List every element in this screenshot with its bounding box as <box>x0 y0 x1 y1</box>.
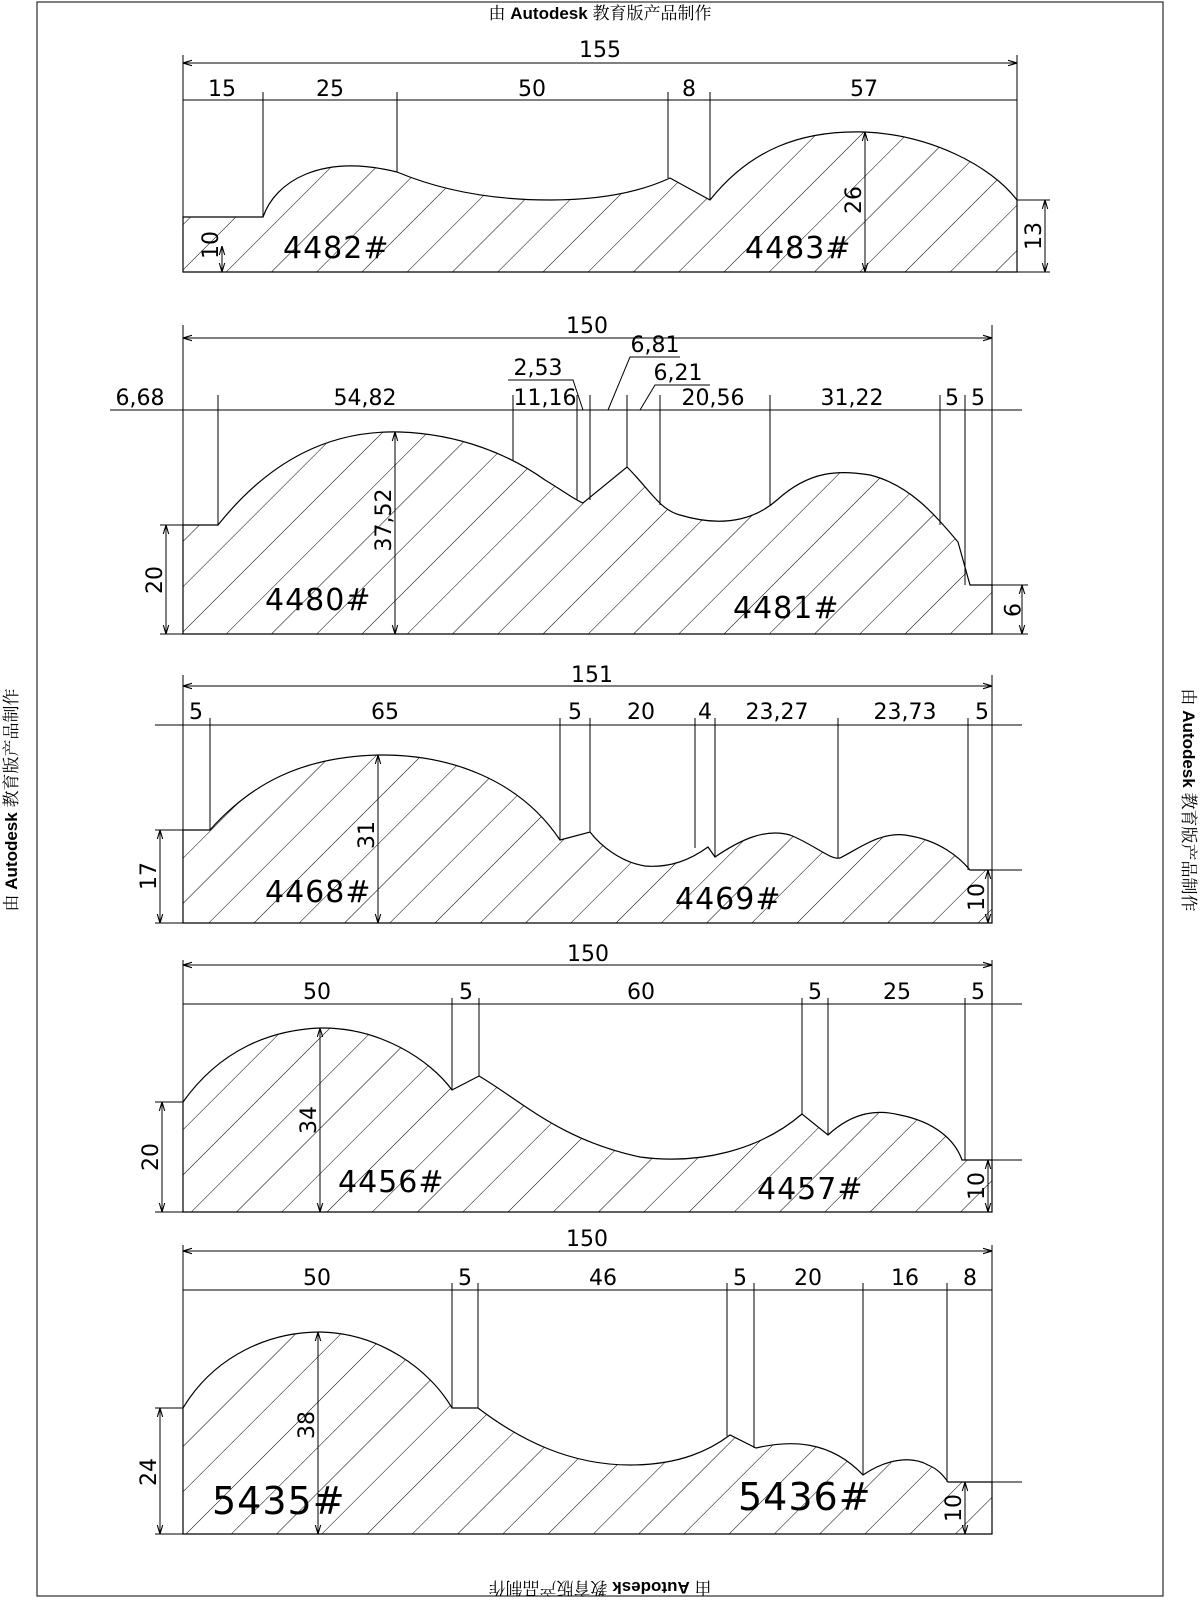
part-label: 4480# <box>265 583 372 618</box>
dim-total-label: 151 <box>571 663 613 688</box>
part-label: 4468# <box>265 875 372 910</box>
dim-peak-height: 38 <box>295 1411 320 1439</box>
dim-segment: 8 <box>682 77 696 102</box>
watermark-left: 由 Autodesk 教育版产品制作 <box>2 688 21 912</box>
dim-segment: 50 <box>303 1266 331 1291</box>
dim-left-height: 17 <box>137 862 162 890</box>
dim-segment: 5 <box>458 1266 472 1291</box>
watermark-right: 由 Autodesk 教育版产品制作 <box>1179 688 1198 912</box>
dim-segment: 2,53 <box>513 356 563 381</box>
dim-left-height: 10 <box>199 231 224 259</box>
watermark-top: 由 Autodesk 教育版产品制作 <box>488 4 712 23</box>
dim-segment: 23,73 <box>873 700 937 725</box>
dim-segment: 15 <box>208 77 236 102</box>
dim-segment: 4 <box>698 700 712 725</box>
dim-segment: 20 <box>794 1266 822 1291</box>
part-label: 4483# <box>745 231 852 266</box>
dim-segment: 16 <box>891 1266 919 1291</box>
part-label: 4456# <box>338 1165 445 1200</box>
dim-right-height: 13 <box>1022 222 1047 250</box>
part-label: 4482# <box>283 231 390 266</box>
dim-segment: 54,82 <box>333 386 397 411</box>
dim-segment: 5 <box>733 1266 747 1291</box>
dim-segment: 5 <box>459 980 473 1005</box>
profile-4468-4469 <box>137 663 1022 923</box>
dim-peak-height: 34 <box>297 1106 322 1134</box>
part-label: 4481# <box>733 591 840 626</box>
dim-segment: 25 <box>883 980 911 1005</box>
dim-peak-height: 31 <box>355 821 380 849</box>
dim-segment: 5 <box>971 980 985 1005</box>
dim-right-height: 9 <box>998 603 1023 617</box>
dim-segment: 5 <box>971 386 985 411</box>
dim-total-label: 150 <box>567 942 609 967</box>
dim-segment: 50 <box>303 980 331 1005</box>
dim-left-height: 24 <box>137 1458 162 1486</box>
dim-right-height: 10 <box>965 1172 990 1200</box>
dim-segment: 5 <box>945 386 959 411</box>
dim-right-height: 10 <box>942 1494 967 1522</box>
dim-peak-height: 37,52 <box>372 488 397 552</box>
watermark-bottom: 由 Autodesk 教育版产品制作 <box>488 1578 712 1597</box>
dim-segment: 46 <box>589 1266 617 1291</box>
dim-segment: 5 <box>808 980 822 1005</box>
dim-segment: 23,27 <box>745 700 809 725</box>
part-label: 5436# <box>738 1475 872 1519</box>
dim-left-height: 20 <box>143 566 168 594</box>
dim-total-label: 155 <box>579 38 621 63</box>
dim-segment: 6,21 <box>653 361 703 386</box>
profile-4480-4481 <box>110 314 1028 634</box>
dim-segment: 25 <box>316 77 344 102</box>
profile-5435-5436 <box>137 1227 1022 1534</box>
part-label: 5435# <box>212 1479 346 1523</box>
dim-segment: 5 <box>975 700 989 725</box>
dim-segment: 20 <box>627 700 655 725</box>
profile-4456-4457 <box>139 942 1022 1212</box>
part-label: 4457# <box>757 1172 864 1207</box>
dim-segment: 20,56 <box>681 386 745 411</box>
profile-4482-4483 <box>183 38 1050 272</box>
dim-total-label: 150 <box>566 1227 608 1252</box>
dim-right-height: 10 <box>965 883 990 911</box>
dim-segment: 5 <box>189 700 203 725</box>
dim-peak-height: 26 <box>842 186 867 214</box>
dim-segment: 6,68 <box>115 386 165 411</box>
dim-segment: 5 <box>568 700 582 725</box>
dim-segment: 6,81 <box>630 333 680 358</box>
dim-total-label: 150 <box>566 314 608 339</box>
dim-segment: 31,22 <box>820 386 884 411</box>
dim-segment: 8 <box>963 1266 977 1291</box>
dim-segment: 60 <box>627 980 655 1005</box>
dim-segment: 65 <box>371 700 399 725</box>
part-label: 4469# <box>675 882 782 917</box>
dim-segment: 57 <box>850 77 878 102</box>
dim-left-height: 20 <box>139 1143 164 1171</box>
dim-segment: 11,16 <box>513 386 577 411</box>
dim-segment: 50 <box>518 77 546 102</box>
